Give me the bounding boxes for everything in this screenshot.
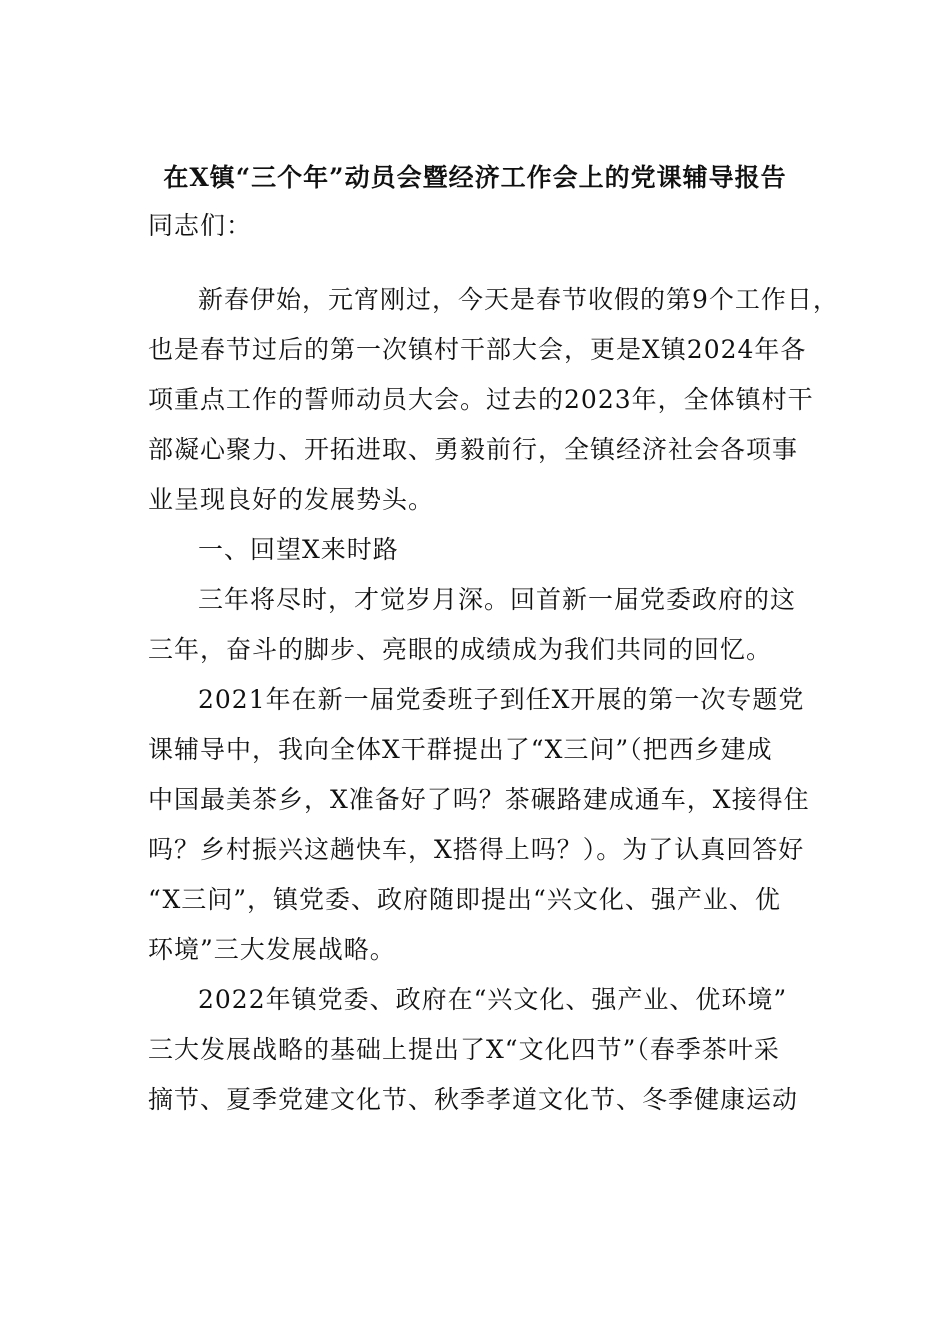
- body-line: 项重点工作的誓师动员大会。过去的2023年，全体镇村干: [148, 385, 814, 414]
- body-line: 2022年镇党委、政府在“兴文化、强产业、优环境”: [198, 985, 788, 1014]
- body-line: 部凝心聚力、开拓进取、勇毅前行，全镇经济社会各项事: [148, 435, 799, 464]
- body-line: 2021年在新一届党委班子到任X开展的第一次专题党: [198, 685, 805, 714]
- body-line: “X三问”，镇党委、政府随即提出“兴文化、强产业、优: [148, 885, 781, 914]
- body-line: 吗？乡村振兴这趟快车，X搭得上吗？）。为了认真回答好: [148, 835, 805, 864]
- body-line: 中国最美茶乡，X准备好了吗？茶碾路建成通车，X接得住: [148, 785, 810, 814]
- body-line: 三年将尽时，才觉岁月深。回首新一届党委政府的这: [198, 585, 797, 614]
- body-line: 新春伊始，元宵刚过，今天是春节收假的第9个工作日，: [198, 285, 839, 314]
- salutation: 同志们：: [148, 211, 253, 240]
- body-line: 也是春节过后的第一次镇村干部大会，更是X镇2024年各: [148, 335, 807, 364]
- body-line: 摘节、夏季党建文化节、秋季孝道文化节、冬季健康运动: [148, 1085, 799, 1114]
- body-line: 三年，奋斗的脚步、亮眼的成绩成为我们共同的回忆。: [148, 635, 773, 664]
- section-heading: 一、回望X来时路: [198, 535, 399, 564]
- body-line: 三大发展战略的基础上提出了X“文化四节”（春季茶叶采: [148, 1035, 780, 1064]
- document-title: 在X镇“三个年”动员会暨经济工作会上的党课辅导报告: [163, 163, 787, 192]
- body-line: 课辅导中，我向全体X干群提出了“X三问”（把西乡建成: [148, 735, 773, 764]
- body-line: 业呈现良好的发展势头。: [148, 485, 435, 514]
- body-line: 环境”三大发展战略。: [148, 935, 396, 964]
